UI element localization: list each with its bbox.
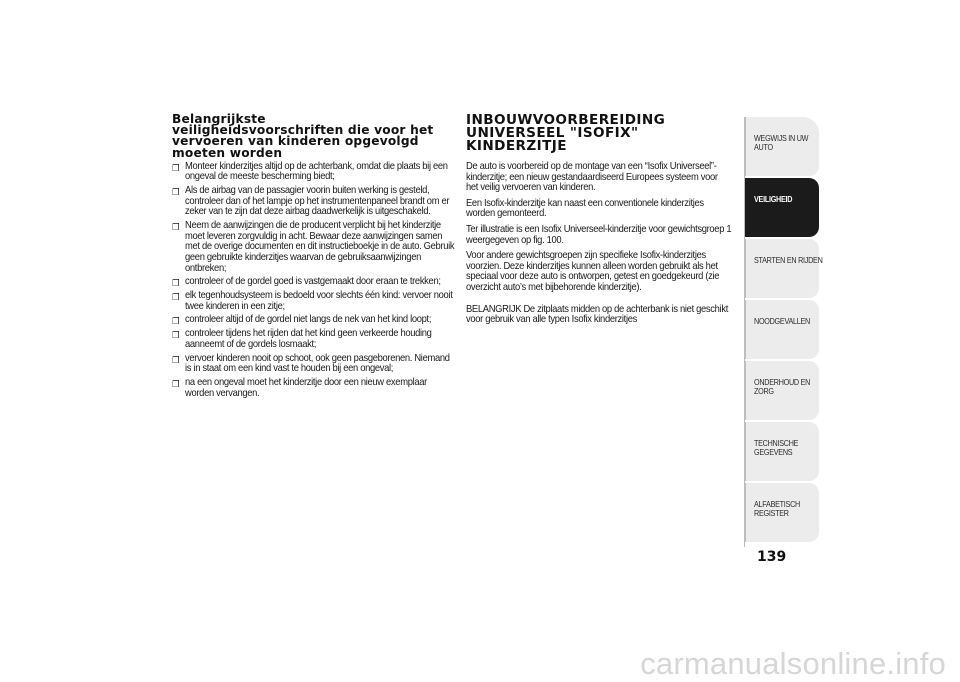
safety-rules-list — [172, 160, 455, 399]
list-item-text: Neem de aanwijzingen die de producent verplicht bij het kinderzitje moet leveren zorgvuldig in acht. Bewaar deze aanwijzingen samen met de overige documenten en dit instructieboekje in de auto. Gebruik geen gebruikte kinderzitjes waarvan de gebruiksaanwijzingen ontbreken; — [185, 220, 455, 274]
tab-label: ONDERHOUD EN ZORG — [754, 378, 811, 396]
safety-heading-line: vervoeren van kinderen opgevolgd — [172, 134, 419, 149]
safety-heading-line: Belangrijkste — [172, 112, 266, 126]
paragraph: Voor andere gewichtsgroepen zijn specifieke Isofix-kinderzitjes voorzien. Deze kinderzitjes kunnen alleen worden gebruikt als het speciaal voor deze auto is ontworpen, getest en goedgekeurd (zie overzicht auto’s met bijbehorende kinderzitje). — [466, 250, 720, 293]
checkbox-bullet-icon: ❒ — [172, 292, 180, 303]
tab-label: NOODGEVALLEN — [754, 317, 810, 326]
tab-wegwijs[interactable] — [745, 117, 819, 176]
list-item — [172, 354, 457, 375]
tab-starten[interactable] — [745, 239, 823, 298]
right-column — [466, 114, 732, 331]
checkbox-bullet-icon: ❒ — [172, 316, 180, 327]
list-item-text: controleer altijd of de gordel niet langs de nek van het kind loopt; — [185, 314, 432, 326]
isofix-heading-line: UNIVERSEEL "ISOFIX" — [466, 125, 639, 141]
isofix-heading-line: KINDERZITJE — [466, 138, 567, 154]
list-item — [172, 221, 457, 274]
safety-heading-line: moeten worden — [172, 145, 283, 160]
list-item — [172, 315, 457, 326]
paragraph: Ter illustratie is een Isofix Universeel-kinderzitje voor gewichtsgroep 1 weergegeven op fig. 100. — [466, 223, 732, 246]
list-item-text: controleer tijdens het rijden dat het kind geen verkeerde houding aanneemt of de gordels losmaakt; — [185, 328, 432, 350]
list-item-text: Monteer kinderzitjes altijd op de achterbank, omdat die plaats bij een ongeval de meeste bescherming biedt; — [185, 160, 448, 183]
list-item-text: vervoer kinderen nooit op schoot, ook geen pasgeborenen. Niemand is in staat om een kind vast te houden bij een ongeval; — [185, 352, 450, 375]
tab-label: VEILIGHEID — [754, 195, 793, 204]
tab-register[interactable] — [745, 483, 819, 542]
list-item-text: na een ongeval moet het kinderzitje door een nieuw exemplaar worden vervangen. — [185, 377, 427, 399]
tab-technische[interactable] — [745, 422, 819, 481]
important-note: BELANGRIJK De zitplaats midden op de achterbank is niet geschikt voor gebruik van alle typen Isofix kinderzitjes — [466, 303, 728, 326]
list-item — [172, 162, 457, 183]
tab-veiligheid[interactable] — [745, 178, 819, 237]
list-item — [172, 291, 457, 312]
list-item — [172, 277, 457, 288]
isofix-heading-line: INBOUWVOORBEREIDING — [466, 112, 666, 128]
checkbox-bullet-icon: ❒ — [172, 162, 180, 173]
list-item-text: controleer of de gordel goed is vastgemaakt door eraan te trekken; — [185, 276, 441, 288]
list-item-text: Als de airbag van de passagier voorin buiten werking is gesteld, controleer dan of het lampje op het instrumentenpaneel brandt om er zeker van te zijn dat deze airbag daadwerkelijk is uitgeschakeld. — [185, 185, 450, 218]
tab-label: WEGWIJS IN UW AUTO — [754, 134, 809, 152]
tab-noodgevallen[interactable] — [745, 300, 819, 359]
isofix-heading — [466, 114, 732, 153]
paragraph: De auto is voorbereid op de montage van een “Isofix Universeel”-kinderzitje; een nieuw gestandaardiseerd Europees systeem voor het veilig vervoeren van kinderen. — [466, 161, 718, 194]
checkbox-bullet-icon: ❒ — [172, 278, 180, 289]
paragraph: Een Isofix-kinderzitje kan naast een conventionele kinderzitjes worden gemonteerd. — [466, 197, 704, 220]
checkbox-bullet-icon: ❒ — [172, 330, 180, 341]
left-column — [172, 112, 455, 402]
list-item-text: elk tegenhoudsysteem is bedoeld voor slechts één kind: vervoer nooit twee kinderen in een zitje; — [185, 290, 453, 312]
list-item — [172, 378, 457, 399]
tab-label: STARTEN EN RIJDEN — [754, 256, 823, 265]
chapter-tabs — [745, 117, 823, 544]
tab-label: TECHNISCHE GEGEVENS — [754, 439, 799, 457]
checkbox-bullet-icon: ❒ — [172, 222, 180, 233]
checkbox-bullet-icon: ❒ — [172, 354, 180, 365]
checkbox-bullet-icon: ❒ — [172, 187, 180, 198]
list-item — [172, 329, 457, 350]
tab-onderhoud[interactable] — [745, 361, 819, 420]
safety-heading — [172, 114, 450, 159]
watermark: carmanualsonline.info — [640, 646, 946, 681]
list-item — [172, 186, 457, 218]
checkbox-bullet-icon: ❒ — [172, 379, 180, 389]
tab-label: ALFABETISCH REGISTER — [754, 500, 800, 518]
safety-heading-line: veiligheidsvoorschriften die voor het — [172, 123, 434, 138]
page-number: 139 — [757, 549, 787, 565]
